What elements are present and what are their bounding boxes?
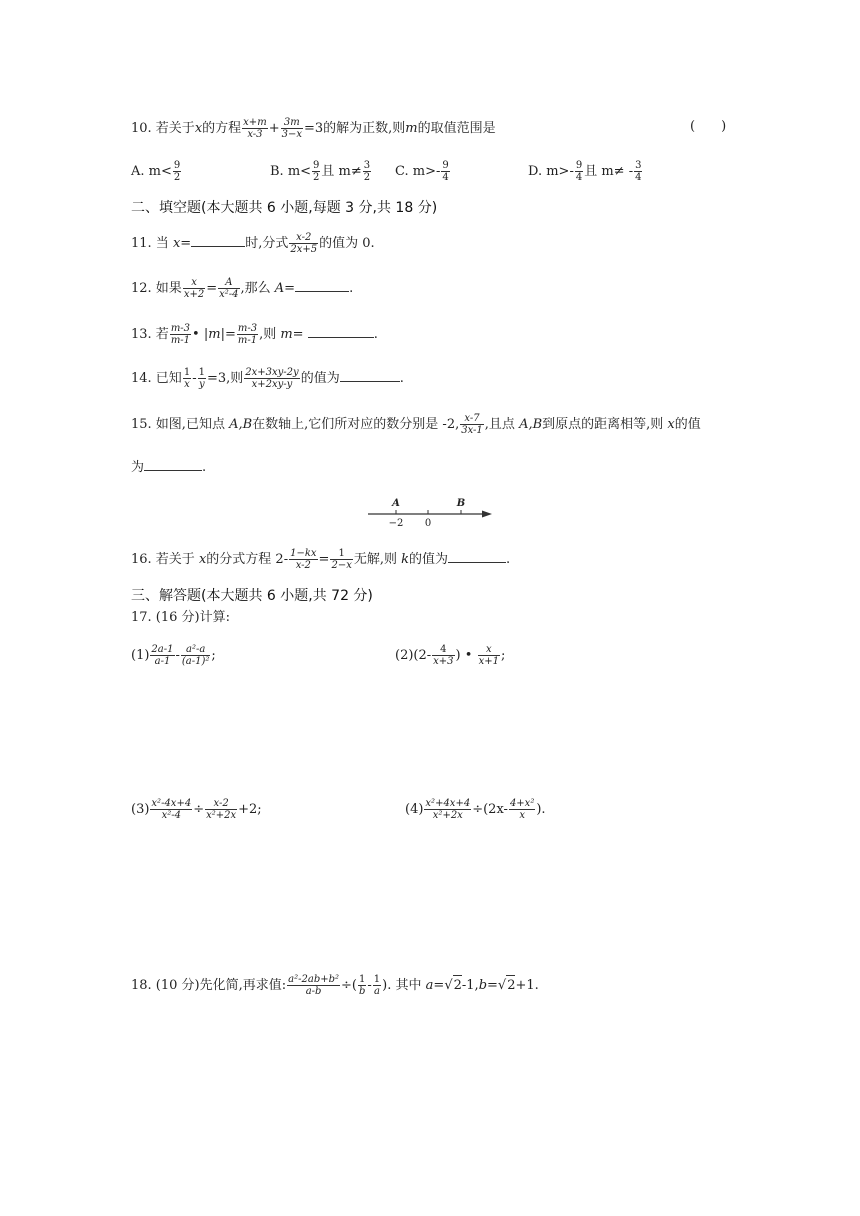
q10-text: 的方程 xyxy=(202,121,242,136)
q13-answer-blank[interactable] xyxy=(308,325,374,338)
frac-num: 9 xyxy=(313,160,320,171)
frac-num: x xyxy=(183,277,205,289)
q14-fraction-2 xyxy=(198,367,206,390)
q15-answer-blank[interactable] xyxy=(144,458,202,471)
sqrt-icon: √ xyxy=(444,978,453,993)
frac-den: y xyxy=(198,379,205,390)
q13-fraction-1 xyxy=(170,323,191,346)
frac-den: a xyxy=(374,986,380,997)
q10-plus: + xyxy=(268,121,280,136)
q10-lead: 10. 若关于 xyxy=(131,121,195,136)
q11-text-3: 的值为 0. xyxy=(319,236,375,251)
q17-part-2 xyxy=(395,644,505,667)
frac-den: x²-4 xyxy=(219,289,239,300)
q12-text-2: ,那么 xyxy=(240,281,275,296)
frac-den: m-1 xyxy=(237,335,258,346)
q15-text-6: 为 xyxy=(131,460,145,475)
frac-den: x xyxy=(184,379,190,390)
frac-den: x+2 xyxy=(183,289,205,300)
q10-answer-paren: ( ) xyxy=(690,119,727,134)
option-fraction xyxy=(173,160,181,183)
q18-text: 18. (10 分)先化简,再求值: xyxy=(131,978,287,993)
q13-op: • | xyxy=(192,327,209,342)
frac-num: x+m xyxy=(243,117,267,128)
section-3-title: 三、解答题(本大题共 6 小题,共 72 分) xyxy=(131,588,373,604)
frac-num: m-3 xyxy=(170,323,191,334)
part-end: ). xyxy=(536,802,546,817)
q13-eq-2: = xyxy=(292,327,308,342)
frac-num: 2a-1 xyxy=(151,644,174,655)
q14-text-3: 的值为 xyxy=(300,371,340,386)
q10-var: x xyxy=(194,121,203,136)
frac-den: (a-1)² xyxy=(181,656,210,667)
frac-num: 9 xyxy=(575,160,583,171)
tick-label-0: 0 xyxy=(424,518,432,529)
frac-num: 3 xyxy=(363,160,371,171)
q15-text-4: 到原点的距离相等,则 xyxy=(542,417,668,432)
frac-num: x-7 xyxy=(460,413,484,425)
q11-var: x xyxy=(172,236,181,251)
q10-tail-2: 的取值范围是 xyxy=(417,121,496,136)
frac-den: a-b xyxy=(305,986,322,997)
q14-answer-blank[interactable] xyxy=(340,369,400,382)
frac-num: m-3 xyxy=(237,323,258,334)
q11-text: 11. 当 xyxy=(131,236,173,251)
q13-period: . xyxy=(373,327,378,342)
part-end: ; xyxy=(500,648,506,663)
part-label: (4) xyxy=(405,802,424,817)
frac-den: a-1 xyxy=(154,656,171,667)
q17-part-1 xyxy=(131,644,216,667)
part-end: ; xyxy=(211,648,216,663)
section-2-title: 二、填空题(本大题共 6 小题,每题 3 分,共 18 分) xyxy=(131,200,438,216)
frac-num: 1 xyxy=(330,548,352,560)
frac-num: a²-a xyxy=(181,644,211,656)
q18-fraction-1 xyxy=(287,974,340,997)
frac-den: x²+2x xyxy=(206,810,237,821)
operator: ÷( xyxy=(341,978,357,993)
q12-fraction-2 xyxy=(218,277,239,300)
q17-p1-fraction-2 xyxy=(181,644,211,667)
option-label: A. m< xyxy=(131,164,172,179)
frac-den: x+2xy-y xyxy=(251,379,293,390)
frac-den: 4 xyxy=(635,172,642,183)
part-end: +2; xyxy=(238,802,262,817)
q13-eq: |= xyxy=(220,327,236,342)
operator: ÷(2x- xyxy=(472,802,508,817)
frac-den: x-2 xyxy=(295,560,311,571)
q16-eq: = xyxy=(318,552,330,567)
frac-num: 1 xyxy=(359,974,366,985)
question-12 xyxy=(131,277,353,300)
q15-text-2: 在数轴上,它们所对应的数分别是 -2, xyxy=(252,417,460,432)
q15-points: A,B xyxy=(229,417,253,432)
option-fraction xyxy=(441,160,449,183)
frac-num: 4+x² xyxy=(509,798,535,809)
question-16 xyxy=(131,548,510,571)
q12-eq-2: = xyxy=(284,281,296,296)
q18-fraction-2 xyxy=(358,974,366,997)
q18-text-2: ). 其中 xyxy=(382,978,426,993)
frac-den: 3−x xyxy=(281,129,302,140)
q14-fraction-3 xyxy=(244,367,299,390)
frac-den: x+1 xyxy=(478,656,499,667)
q10-option-d[interactable] xyxy=(528,160,643,183)
option-fraction-2 xyxy=(363,160,371,183)
frac-num: 1 xyxy=(198,367,205,378)
option-label: B. m< xyxy=(270,164,312,179)
frac-num: 9 xyxy=(442,160,449,171)
frac-num: 2x+3xy-2y xyxy=(245,367,299,378)
option-fraction-2 xyxy=(634,160,642,183)
frac-den: 4 xyxy=(575,172,583,183)
q18-var-a: a= xyxy=(425,978,445,993)
q17-p3-fraction-1 xyxy=(150,798,192,821)
frac-den: 2−x xyxy=(331,560,352,571)
tick-label-neg2: −2 xyxy=(388,518,404,529)
q18-fraction-3 xyxy=(373,974,381,997)
frac-num: x-2 xyxy=(205,798,237,810)
q10-option-b[interactable] xyxy=(270,160,372,183)
q17-part-3 xyxy=(131,798,262,821)
q10-var-m: m xyxy=(405,121,418,136)
q11-eq: = xyxy=(180,236,192,251)
q18-text-3: -1, xyxy=(461,978,479,993)
q15-text: 15. 如图,已知点 xyxy=(131,417,230,432)
q16-period: . xyxy=(506,552,511,567)
q13-text: 13. 若 xyxy=(131,327,169,342)
frac-num: 1 xyxy=(373,974,381,985)
q13-fraction-2 xyxy=(237,323,258,346)
q15-text-3: ,且点 xyxy=(484,417,520,432)
q16-text-2: 的分式方程 2- xyxy=(206,552,289,567)
q13-var: m xyxy=(208,327,221,342)
frac-den: 2 xyxy=(363,172,371,183)
q15-var: x xyxy=(667,417,675,432)
question-17-title: 17. (16 分)计算: xyxy=(131,610,231,625)
q17-part-4 xyxy=(405,798,546,821)
frac-num: 9 xyxy=(173,160,181,171)
frac-num: 1−kx xyxy=(290,548,317,559)
q12-answer-blank[interactable] xyxy=(295,279,349,292)
q15-fraction xyxy=(460,413,484,436)
operator: ) • xyxy=(455,648,477,663)
q16-fraction-1 xyxy=(289,548,317,571)
frac-den: x xyxy=(519,810,525,821)
q10-eq: =3 xyxy=(303,121,324,136)
q14-period: . xyxy=(399,371,404,386)
q16-fraction-2 xyxy=(330,548,352,571)
operator: - xyxy=(175,648,180,663)
q12-period: . xyxy=(349,281,354,296)
q18-text-4: +1. xyxy=(515,978,539,993)
frac-num: x²+4x+4 xyxy=(425,798,471,809)
frac-den: x²+2x xyxy=(432,810,463,821)
q16-var-k: k xyxy=(401,552,409,567)
q16-var: x xyxy=(198,552,207,567)
frac-num: 4 xyxy=(432,644,454,656)
frac-den: 3x-1 xyxy=(461,425,483,436)
sqrt-radicand: 2 xyxy=(506,975,515,996)
question-11 xyxy=(131,232,375,255)
q12-eq: = xyxy=(206,281,218,296)
question-15 xyxy=(131,413,701,436)
frac-den: x²-4 xyxy=(161,810,181,821)
frac-den: x-3 xyxy=(247,129,263,140)
frac-den: m-1 xyxy=(170,335,191,346)
q16-text-3: 无解,则 xyxy=(353,552,402,567)
part-label: (3) xyxy=(131,802,150,817)
q10-option-a[interactable] xyxy=(131,160,182,183)
q13-var-2: m xyxy=(280,327,293,342)
q14-text-2: =3,则 xyxy=(206,371,244,386)
part-label: (2)(2- xyxy=(395,648,432,663)
q11-text-2: 时,分式 xyxy=(245,236,289,251)
q18-var-b: b= xyxy=(478,978,498,993)
arrow-right-icon xyxy=(482,511,492,518)
frac-den: 4 xyxy=(442,172,449,183)
operator-minus: - xyxy=(367,978,372,993)
q17-p4-fraction-1 xyxy=(424,798,471,821)
frac-num: 3m xyxy=(281,117,303,129)
q15-period: . xyxy=(202,460,207,475)
q14-text: 14. 已知 xyxy=(131,371,182,386)
question-14 xyxy=(131,367,404,390)
option-text: 且 m≠ - xyxy=(584,164,634,179)
question-13 xyxy=(131,323,378,346)
q17-p4-fraction-2 xyxy=(509,798,535,821)
frac-den: x+3 xyxy=(433,656,454,667)
q17-p2-fraction-2 xyxy=(478,644,500,667)
q14-fraction-1 xyxy=(183,367,191,390)
option-label: C. m>- xyxy=(395,164,441,179)
q13-text-2: ,则 xyxy=(259,327,281,342)
frac-num: x xyxy=(478,644,500,656)
q10-fraction-1 xyxy=(242,117,268,140)
q14-minus: - xyxy=(192,371,197,386)
q12-fraction-1 xyxy=(183,277,205,300)
q17-p1-fraction-1 xyxy=(150,644,174,667)
q12-var: A xyxy=(274,281,285,296)
q10-option-c[interactable] xyxy=(395,160,451,183)
frac-num: A xyxy=(218,277,239,289)
option-fraction xyxy=(312,160,320,183)
q12-text: 12. 如果 xyxy=(131,281,182,296)
q17-p3-fraction-2 xyxy=(205,798,237,821)
q11-answer-blank[interactable] xyxy=(191,234,245,247)
frac-num: 1 xyxy=(183,367,191,378)
option-label: D. m>- xyxy=(528,164,574,179)
frac-num: x²-4x+4 xyxy=(151,798,192,809)
q15-text-5: 的值 xyxy=(674,417,701,432)
frac-num: a²-2ab+b² xyxy=(288,974,340,985)
sqrt-icon: √ xyxy=(497,978,507,993)
q16-text-4: 的值为 xyxy=(409,552,449,567)
q16-text: 16. 若关于 xyxy=(131,552,199,567)
point-label-b: B xyxy=(456,498,466,509)
frac-den: 2x+5 xyxy=(290,244,318,255)
operator: ÷ xyxy=(193,802,205,817)
q10-fraction-2 xyxy=(281,117,303,140)
point-label-a: A xyxy=(392,498,400,509)
frac-num: x-2 xyxy=(289,232,318,244)
q15-points-2: A,B xyxy=(519,417,543,432)
option-text: 且 m≠ xyxy=(321,164,362,179)
frac-den: 2 xyxy=(313,172,320,183)
part-label: (1) xyxy=(131,648,150,663)
frac-den: 2 xyxy=(173,172,181,183)
q17-p2-fraction-1 xyxy=(432,644,454,667)
question-18 xyxy=(131,974,539,997)
question-10 xyxy=(131,117,496,140)
frac-den: b xyxy=(358,986,366,997)
q10-tail: 的解为正数,则 xyxy=(323,121,406,136)
frac-num: 3 xyxy=(635,160,642,171)
number-line-figure xyxy=(366,496,496,530)
question-15-line-2 xyxy=(131,458,206,478)
q16-answer-blank[interactable] xyxy=(448,550,506,563)
q11-fraction xyxy=(289,232,318,255)
sqrt-radicand: 2 xyxy=(453,975,462,996)
option-fraction xyxy=(575,160,583,183)
